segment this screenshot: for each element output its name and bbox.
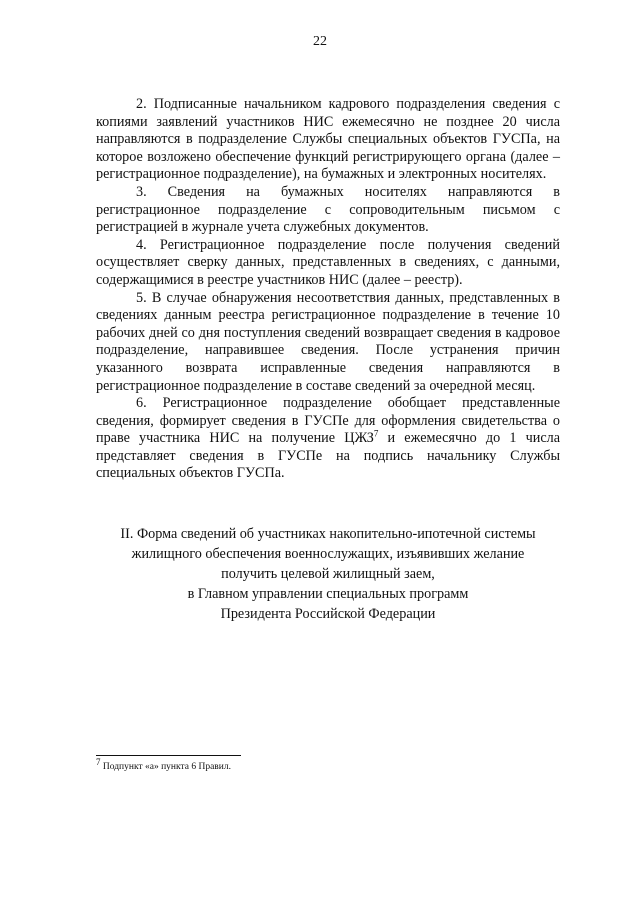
paragraph-6 (96, 395, 560, 483)
paragraph-3: 3. Сведения на бумажных носителях направляются в регистрационное подразделение с сопроводительным письмом с регистрацией в журнале учета служебных документов. (96, 183, 560, 236)
paragraph-6-text-after: и ежемесячно до 1 числа представляет сведения в ГУСПе на подпись начальнику Службы специальных объектов ГУСПа. (96, 430, 560, 482)
document-body (96, 96, 560, 483)
section-heading-line-3: получить целевой жилищный заем, (221, 566, 435, 582)
footnote-divider (96, 755, 241, 756)
section-heading-line-2: жилищного обеспечения военнослужащих, изъявивших желание (131, 546, 525, 562)
paragraph-2: 2. Подписанные начальником кадрового подразделения сведения с копиями заявлений участников НИС ежемесячно не позднее 20 числа направляются в подразделение Службы специальных объектов ГУСПа, на которое возложено обеспечение функций регистрирующего органа (далее – регистрационное подразделение), на бумажных и электронных носителях. (96, 96, 560, 183)
footnote-text: Подпункт «а» пункта 6 Правил. (100, 762, 231, 772)
section-heading-line-5: Президента Российской Федерации (220, 606, 436, 622)
paragraph-5: 5. В случае обнаружения несоответствия данных, представленных в сведениях данным реестра регистрационное подразделение в течение 10 рабочих дней со дня поступления сведений возвращает сведения в кадровое подразделение, направившее сведения. После устранения причин указанного возврата исправленные сведения направляются в регистрационное подразделение в составе сведений за очередной месяц. (96, 289, 560, 394)
paragraph-4: 4. Регистрационное подразделение после получения сведений осуществляет сверку данных, представленных в сведениях, с данными, содержащимися в реестре участников НИС (далее – реестр). (96, 236, 560, 288)
section-heading (96, 524, 560, 624)
footnote (96, 756, 560, 773)
section-heading-line-4: в Главном управлении специальных программ (187, 586, 469, 602)
paragraph-6-text-before: 6. Регистрационное подразделение обобщает представленные сведения, формирует сведения в ГУСПе для оформления свидетельства о праве участника НИС на получение ЦЖЗ (96, 395, 560, 447)
page-number: 22 (313, 34, 327, 49)
footnote-reference: 7 (373, 428, 379, 439)
footnote-marker: 7 (96, 756, 101, 767)
section-heading-line-1: II. Форма сведений об участниках накопительно-ипотечной системы (120, 526, 536, 542)
